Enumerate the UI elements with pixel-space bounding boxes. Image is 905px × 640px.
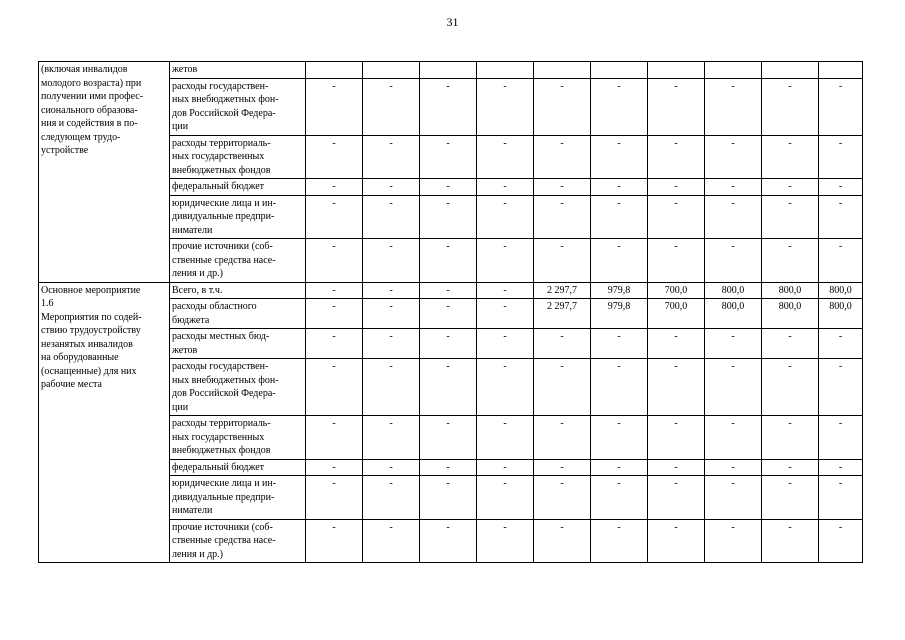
value-cell: [306, 62, 363, 79]
value-cell: -: [306, 195, 363, 239]
value-cell: -: [705, 416, 762, 460]
value-cell: -: [705, 329, 762, 359]
value-cell: -: [591, 239, 648, 283]
funding-source-line: дов Российской Федера-: [172, 388, 276, 399]
funding-source-line: расходы территориаль-: [172, 137, 271, 149]
value-cell: -: [591, 459, 648, 476]
funding-source-cell: [170, 62, 306, 79]
value-cell: -: [591, 476, 648, 520]
value-cell: [591, 62, 648, 79]
funding-source-line: ственные средства насе-: [172, 535, 276, 546]
funding-source-line: жетов: [172, 344, 198, 356]
value-cell: -: [477, 299, 534, 329]
funding-source-line: ниматели: [172, 224, 213, 236]
value-cell: -: [819, 459, 863, 476]
funding-source-line: ных внебюджетных фон-: [172, 94, 279, 105]
value-cell: -: [306, 359, 363, 416]
funding-source-line: дивидуальные предпри-: [172, 211, 275, 222]
value-cell: -: [819, 416, 863, 460]
value-cell: -: [420, 282, 477, 299]
value-cell: -: [534, 329, 591, 359]
value-cell: -: [591, 135, 648, 179]
value-cell: -: [306, 135, 363, 179]
funding-source-cell: [170, 135, 306, 179]
funding-source-line: ниматели: [172, 505, 213, 516]
value-cell: -: [420, 359, 477, 416]
funding-source-cell: [170, 459, 306, 476]
funding-source-line: ления и др.): [172, 548, 224, 560]
value-cell: [762, 62, 819, 79]
funding-source-line: расходы местных бюд-: [172, 331, 270, 342]
value-cell: -: [819, 476, 863, 520]
value-cell: -: [306, 78, 363, 135]
funding-source-cell: [170, 78, 306, 135]
value-cell: 700,0: [648, 299, 705, 329]
value-cell: -: [648, 329, 705, 359]
value-cell: -: [591, 359, 648, 416]
value-cell: -: [477, 195, 534, 239]
value-cell: -: [762, 329, 819, 359]
measure-name-line: незанятых инвалидов: [41, 338, 133, 350]
value-cell: -: [420, 135, 477, 179]
value-cell: -: [420, 519, 477, 563]
value-cell: -: [420, 195, 477, 239]
value-cell: -: [762, 78, 819, 135]
funding-source-line: Всего, в т.ч.: [172, 284, 223, 296]
funding-table: [38, 61, 863, 563]
funding-source-line: дов Российской Федера-: [172, 107, 276, 119]
value-cell: -: [477, 359, 534, 416]
funding-source-line: ственные средства насе-: [172, 254, 276, 266]
value-cell: 800,0: [762, 282, 819, 299]
funding-source-line: федеральный бюджет: [172, 181, 265, 192]
funding-source-line: прочие источники (соб-: [172, 241, 273, 252]
value-cell: -: [363, 282, 420, 299]
value-cell: -: [819, 179, 863, 196]
value-cell: -: [648, 416, 705, 460]
value-cell: -: [363, 78, 420, 135]
funding-source-line: ных внебюджетных фон-: [172, 374, 279, 386]
value-cell: -: [591, 329, 648, 359]
funding-source-cell: [170, 179, 306, 196]
funding-source-cell: [170, 299, 306, 329]
measure-name-line: следующем трудо-: [41, 131, 121, 143]
value-cell: -: [477, 459, 534, 476]
table-row: [39, 282, 863, 299]
value-cell: -: [819, 329, 863, 359]
value-cell: -: [420, 299, 477, 329]
value-cell: -: [420, 476, 477, 520]
measure-name-line: получении ими профес-: [41, 91, 144, 102]
value-cell: -: [705, 195, 762, 239]
measure-name-line: молодого возраста) при: [41, 77, 142, 89]
funding-source-line: расходы государствен-: [172, 80, 269, 92]
value-cell: -: [420, 78, 477, 135]
value-cell: -: [705, 179, 762, 196]
value-cell: -: [648, 135, 705, 179]
measure-name-line: 1.6: [41, 298, 54, 309]
value-cell: -: [819, 135, 863, 179]
value-cell: -: [534, 179, 591, 196]
value-cell: -: [648, 359, 705, 416]
measure-name-line: Основное мероприятие: [41, 284, 141, 296]
funding-source-line: ных государственных: [172, 151, 265, 162]
value-cell: 800,0: [819, 282, 863, 299]
value-cell: -: [534, 78, 591, 135]
value-cell: -: [363, 329, 420, 359]
measure-name-line: (включая инвалидов: [41, 64, 128, 75]
value-cell: 979,8: [591, 282, 648, 299]
value-cell: -: [705, 135, 762, 179]
funding-source-cell: [170, 239, 306, 283]
value-cell: -: [762, 459, 819, 476]
value-cell: -: [363, 519, 420, 563]
value-cell: -: [762, 135, 819, 179]
value-cell: -: [534, 519, 591, 563]
value-cell: -: [363, 195, 420, 239]
table-row: [39, 62, 863, 79]
value-cell: -: [819, 239, 863, 283]
value-cell: -: [420, 179, 477, 196]
value-cell: [648, 62, 705, 79]
value-cell: 2 297,7: [534, 282, 591, 299]
value-cell: -: [477, 179, 534, 196]
funding-source-line: дивидуальные предпри-: [172, 491, 275, 503]
value-cell: -: [534, 459, 591, 476]
value-cell: -: [534, 135, 591, 179]
value-cell: -: [534, 195, 591, 239]
funding-source-line: расходы государствен-: [172, 361, 269, 372]
funding-source-cell: [170, 519, 306, 563]
value-cell: -: [648, 519, 705, 563]
funding-source-line: расходы областного: [172, 301, 257, 312]
value-cell: -: [819, 519, 863, 563]
value-cell: -: [705, 476, 762, 520]
funding-source-line: федеральный бюджет: [172, 461, 265, 473]
value-cell: -: [648, 476, 705, 520]
value-cell: -: [306, 239, 363, 283]
value-cell: -: [363, 239, 420, 283]
value-cell: -: [648, 195, 705, 239]
value-cell: -: [363, 476, 420, 520]
value-cell: [420, 62, 477, 79]
value-cell: -: [591, 195, 648, 239]
value-cell: -: [306, 519, 363, 563]
value-cell: -: [819, 359, 863, 416]
funding-source-line: ления и др.): [172, 268, 224, 279]
table-body: [39, 62, 863, 563]
value-cell: -: [534, 416, 591, 460]
value-cell: -: [705, 359, 762, 416]
value-cell: -: [534, 359, 591, 416]
value-cell: -: [762, 476, 819, 520]
funding-source-line: расходы территориаль-: [172, 418, 271, 429]
value-cell: -: [762, 359, 819, 416]
funding-source-line: ных государственных: [172, 431, 265, 443]
value-cell: [477, 62, 534, 79]
value-cell: -: [363, 179, 420, 196]
funding-source-cell: [170, 416, 306, 460]
value-cell: [819, 62, 863, 79]
value-cell: 2 297,7: [534, 299, 591, 329]
value-cell: 800,0: [705, 282, 762, 299]
value-cell: -: [477, 135, 534, 179]
value-cell: -: [705, 519, 762, 563]
value-cell: -: [591, 179, 648, 196]
value-cell: -: [477, 282, 534, 299]
value-cell: -: [363, 299, 420, 329]
value-cell: -: [762, 416, 819, 460]
funding-source-line: жетов: [172, 64, 198, 75]
value-cell: -: [648, 78, 705, 135]
value-cell: -: [306, 416, 363, 460]
funding-source-line: внебюджетных фондов: [172, 164, 271, 176]
value-cell: 979,8: [591, 299, 648, 329]
value-cell: -: [477, 416, 534, 460]
measure-name-line: ствию трудоустройству: [41, 325, 141, 336]
value-cell: -: [648, 179, 705, 196]
value-cell: -: [363, 416, 420, 460]
measure-name-line: (оснащенные) для них: [41, 365, 137, 377]
measure-name-line: на оборудованные: [41, 352, 119, 363]
value-cell: -: [705, 239, 762, 283]
value-cell: -: [420, 239, 477, 283]
value-cell: 700,0: [648, 282, 705, 299]
funding-source-cell: [170, 359, 306, 416]
value-cell: -: [705, 459, 762, 476]
value-cell: -: [420, 459, 477, 476]
funding-source-line: юридические лица и ин-: [172, 478, 277, 489]
value-cell: [534, 62, 591, 79]
funding-source-line: прочие источники (соб-: [172, 521, 273, 533]
funding-source-cell: [170, 195, 306, 239]
value-cell: -: [591, 519, 648, 563]
value-cell: -: [477, 519, 534, 563]
value-cell: -: [705, 78, 762, 135]
value-cell: -: [762, 239, 819, 283]
value-cell: 800,0: [819, 299, 863, 329]
value-cell: -: [477, 329, 534, 359]
value-cell: -: [363, 135, 420, 179]
value-cell: -: [306, 282, 363, 299]
measure-name-cell: [39, 62, 170, 283]
value-cell: -: [648, 459, 705, 476]
value-cell: [363, 62, 420, 79]
measure-name-line: ния и содействия в по-: [41, 118, 138, 129]
value-cell: -: [306, 179, 363, 196]
value-cell: -: [534, 476, 591, 520]
value-cell: -: [363, 459, 420, 476]
funding-source-line: внебюджетных фондов: [172, 445, 271, 456]
value-cell: -: [306, 476, 363, 520]
funding-source-line: ции: [172, 121, 189, 132]
funding-source-line: ции: [172, 401, 189, 413]
value-cell: -: [363, 359, 420, 416]
funding-source-cell: [170, 329, 306, 359]
value-cell: -: [534, 239, 591, 283]
measure-name-line: Мероприятия по содей-: [41, 311, 142, 323]
value-cell: -: [762, 195, 819, 239]
value-cell: -: [420, 329, 477, 359]
page-number: 31: [446, 15, 459, 29]
measure-name-cell: [39, 282, 170, 563]
value-cell: -: [762, 519, 819, 563]
funding-source-cell: [170, 476, 306, 520]
value-cell: -: [819, 195, 863, 239]
value-cell: -: [591, 78, 648, 135]
value-cell: -: [477, 476, 534, 520]
value-cell: -: [477, 239, 534, 283]
value-cell: -: [306, 329, 363, 359]
value-cell: -: [306, 459, 363, 476]
measure-name-line: сионального образова-: [41, 104, 138, 116]
value-cell: -: [477, 78, 534, 135]
value-cell: -: [819, 78, 863, 135]
funding-source-line: юридические лица и ин-: [172, 197, 277, 209]
value-cell: -: [648, 239, 705, 283]
value-cell: 800,0: [705, 299, 762, 329]
value-cell: [705, 62, 762, 79]
value-cell: 800,0: [762, 299, 819, 329]
funding-source-line: бюджета: [172, 314, 210, 326]
measure-name-line: рабочие места: [41, 379, 102, 390]
value-cell: -: [420, 416, 477, 460]
value-cell: -: [591, 416, 648, 460]
measure-name-line: устройстве: [41, 145, 89, 156]
value-cell: -: [762, 179, 819, 196]
value-cell: -: [306, 299, 363, 329]
funding-source-cell: [170, 282, 306, 299]
